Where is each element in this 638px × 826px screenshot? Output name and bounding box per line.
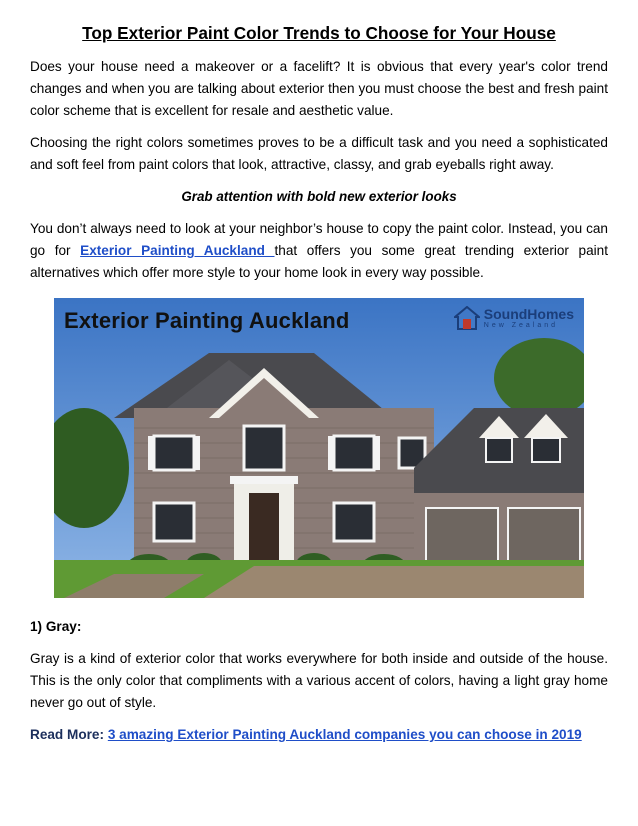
read-more-label: Read More:	[30, 727, 105, 742]
brand-name: SoundHomes	[483, 305, 574, 322]
house-logo-icon	[454, 306, 480, 330]
neighbor-paragraph	[30, 218, 608, 284]
read-more-line	[30, 724, 608, 746]
house-illustration	[54, 298, 584, 598]
subheading: Grab attention with bold new exterior looks	[181, 189, 457, 204]
page-title: Top Exterior Paint Color Trends to Choose for Your House	[82, 23, 556, 43]
house-photo	[54, 298, 584, 598]
intro-paragraph: Does your house need a makeover or a facelift? It is obvious that every year's color trend changes and when you are talking about exterior then you must choose the best and fresh paint color scheme that is excellent for resale and aesthetic value.	[30, 59, 608, 118]
section-heading-gray: 1) Gray:	[30, 619, 82, 634]
gray-paragraph: Gray is a kind of exterior color that works everywhere for both inside and outside of the house. This is the only color that compliments with a various accent of colors, having a light gray home never go out of style.	[30, 651, 608, 710]
colors-paragraph: Choosing the right colors sometimes proves to be a difficult task and you need a sophisticated and soft feel from paint colors that look, attractive, classy, and grab eyeballs right away.	[30, 135, 608, 172]
read-more-link[interactable]: 3 amazing Exterior Painting Auckland companies you can choose in 2019	[107, 727, 582, 742]
soundhomes-logo	[454, 306, 574, 330]
neighbor-text-end: that offers you some great trending exterior paint alternatives which offer more style to your home look in every way possible.	[30, 243, 608, 280]
brand-subtitle: New Zealand	[483, 321, 559, 329]
exterior-painting-link[interactable]: Exterior Painting Auckland	[80, 243, 275, 258]
photo-caption: Exterior Painting Auckland	[64, 308, 350, 333]
neighbor-text-start: You don’t always need to look at your neighbor’s house to copy the paint color. Instead, you can go for	[30, 221, 608, 258]
